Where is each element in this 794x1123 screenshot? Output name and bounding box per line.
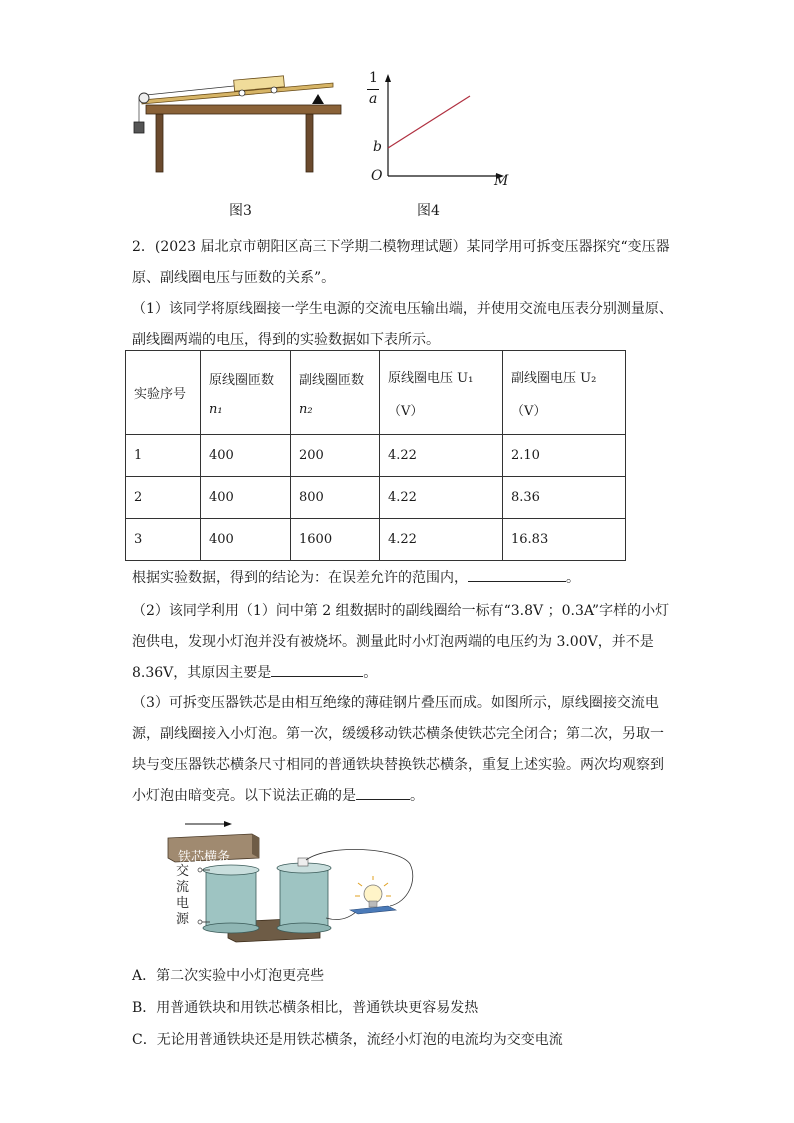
table-cell: 1 (126, 435, 201, 477)
option-c[interactable]: C．无论用普通铁块还是用铁芯横条，流经小灯泡的电流均为交变电流 (132, 1032, 563, 1048)
table-cell: 4.22 (380, 477, 503, 519)
table-cell: 800 (291, 477, 380, 519)
answer-blank-2[interactable] (271, 662, 363, 677)
question-2-intro-line1: 2．(2023 届北京市朝阳区高三下学期二模物理试题）某同学用可拆变压器探究“变压器 (132, 239, 670, 255)
figure-3-caption: 图3 (229, 203, 252, 219)
table-row (126, 477, 626, 519)
table-cell: 2.10 (503, 435, 626, 477)
table-cell: 3 (126, 519, 201, 561)
figure-4-y-fraction-bar (367, 89, 379, 90)
table-header-cell: 实验序号 (126, 351, 201, 435)
option-b[interactable]: B．用普通铁块和用铁芯横条相比，普通铁块更容易发热 (132, 1000, 479, 1016)
table-cell: 8.36 (503, 477, 626, 519)
table-cell: 2 (126, 477, 201, 519)
data-table (125, 350, 626, 561)
part-1-line1: （1）该同学将原线圈接一学生电源的交流电压输出端，并使用交流电压表分别测量原、 (132, 301, 673, 317)
table-header-cell: 副线圈电压 U₂ （V） (503, 351, 626, 435)
part-2-text (132, 596, 692, 689)
iron-core-bar-label: 铁芯横条 (178, 850, 231, 865)
figure-4-origin: O (371, 168, 383, 184)
question-2-intro-line2: 原、副线圈电压与匝数的关系”。 (132, 270, 336, 286)
table-cell: 400 (201, 477, 291, 519)
table-cell: 4.22 (380, 519, 503, 561)
table-header-cell: 原线圈电压 U₁ （V） (380, 351, 503, 435)
part-3-line2: 源，副线圈接入小灯泡。第一次，缓缓移动铁芯横条使铁芯完全闭合；第二次，另取一 (132, 726, 664, 742)
table-cell: 400 (201, 519, 291, 561)
table-header-cell: 原线圈匝数 n₁ (201, 351, 291, 435)
figure-4-line (388, 96, 470, 148)
figure-4-caption: 图4 (417, 203, 440, 219)
answer-blank-1[interactable] (468, 567, 566, 582)
table-row (126, 435, 626, 477)
table-header-row (126, 351, 626, 435)
part-2-line1: （2）该同学利用（1）问中第 2 组数据时的副线圈给一标有“3.8V ；0.3A”字样的小灯 (132, 603, 670, 619)
answer-blank-3[interactable] (356, 785, 410, 800)
part-1-line2: 副线圈两端的电压，得到的实验数据如下表所示。 (132, 332, 440, 348)
figure-3-apparatus (128, 70, 348, 180)
conclusion-line: 根据实验数据，得到的结论为：在误差允许的范围内， 。 (132, 563, 672, 594)
table-cell: 200 (291, 435, 380, 477)
figure-4-intercept: b (373, 139, 382, 155)
part-3-text (132, 688, 692, 812)
figure-4-y-num: 1 (369, 70, 378, 86)
part-3-line1: （3）可拆变压器铁芯是由相互绝缘的薄硅钢片叠压而成。如图所示，原线圈接交流电 (132, 695, 659, 711)
ac-source-label: 交 流 电 源 (176, 864, 190, 927)
table-cell: 400 (201, 435, 291, 477)
transformer-figure (160, 818, 430, 948)
part-3-line4: 小灯泡由暗变亮。以下说法正确的是 。 (132, 781, 692, 812)
part-2-line3: 8.36V，其原因主要是 。 (132, 658, 692, 689)
figure-4-y-den: a (369, 91, 378, 107)
part-2-line2: 泡供电，发现小灯泡并没有被烧坏。测量此时小灯泡两端的电压约为 3.00V，并不是 (132, 634, 654, 650)
figure-4-graph (362, 68, 512, 192)
table-cell: 1600 (291, 519, 380, 561)
part-1-text (132, 294, 692, 356)
option-a[interactable]: A．第二次实验中小灯泡更亮些 (132, 968, 325, 984)
table-row (126, 519, 626, 561)
figure-4-x-label: M (494, 173, 509, 189)
question-2-intro (132, 232, 692, 294)
table-cell: 16.83 (503, 519, 626, 561)
table-cell: 4.22 (380, 435, 503, 477)
table-header-cell: 副线圈匝数 n₂ (291, 351, 380, 435)
part-3-line3: 块与变压器铁芯横条尺寸相同的普通铁块替换铁芯横条，重复上述实验。两次均观察到 (132, 757, 664, 773)
